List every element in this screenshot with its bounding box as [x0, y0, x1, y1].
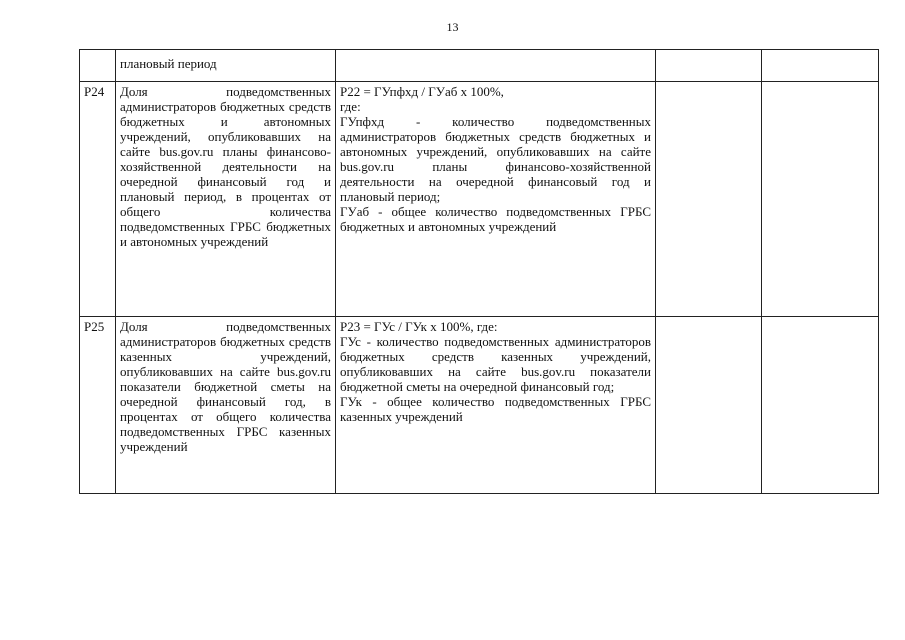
row-formula: [336, 82, 656, 317]
formula-line: Р23 = ГУс / ГУк x 100%, где:: [340, 319, 498, 334]
row-code: Р24: [80, 82, 116, 317]
row-formula: [336, 50, 656, 82]
table-row: [80, 317, 879, 494]
row-extra-2: [762, 82, 879, 317]
row-extra-2: [762, 317, 879, 494]
row-name: Доля подведомственных администраторов бюджетных средств казенных учреждений, опубликовавших на сайте bus.gov.ru показатели бюджетной сметы на очередной финансовый год, в процентах от общего количества подведомственных ГРБС казенных учреждений: [116, 317, 336, 494]
formula-line: ГУпфхд - количество подведомственных администраторов бюджетных средств бюджетных и автономных учреждений, опубликовавших на сайте bus.gov.ru планы финансово-хозяйственной деятельности на очередной финансовый год и плановый период;: [340, 114, 651, 204]
table-row: [80, 50, 879, 82]
row-code: [80, 50, 116, 82]
formula-line: Р22 = ГУпфхд / ГУаб x 100%,: [340, 84, 504, 99]
row-name: плановый период: [116, 50, 336, 82]
table-row: [80, 82, 879, 317]
row-extra-1: [656, 82, 762, 317]
formula-line: ГУс - количество подведомственных администраторов бюджетных средств казенных учреждений, опубликовавших на сайте bus.gov.ru показатели бюджетной сметы на очередной финансовый год;: [340, 334, 651, 394]
row-extra-1: [656, 317, 762, 494]
formula-line: ГУк - общее количество подведомственных ГРБС казенных учреждений: [340, 394, 651, 424]
formula-line: ГУаб - общее количество подведомственных ГРБС бюджетных и автономных учреждений: [340, 204, 651, 234]
row-formula: [336, 317, 656, 494]
row-code: Р25: [80, 317, 116, 494]
row-name: Доля подведомственных администраторов бюджетных средств бюджетных и автономных учреждений, опубликовавших на сайте bus.gov.ru планы финансово-хозяйственной деятельности на очередной финансовый год и плановый период, в процентах от общего количества подведомственных ГРБС бюджетных и автономных учреждений: [116, 82, 336, 317]
page-number: 13: [446, 20, 459, 34]
indicators-table: [79, 49, 879, 494]
formula-line: где:: [340, 99, 361, 114]
row-extra-2: [762, 50, 879, 82]
row-extra-1: [656, 50, 762, 82]
